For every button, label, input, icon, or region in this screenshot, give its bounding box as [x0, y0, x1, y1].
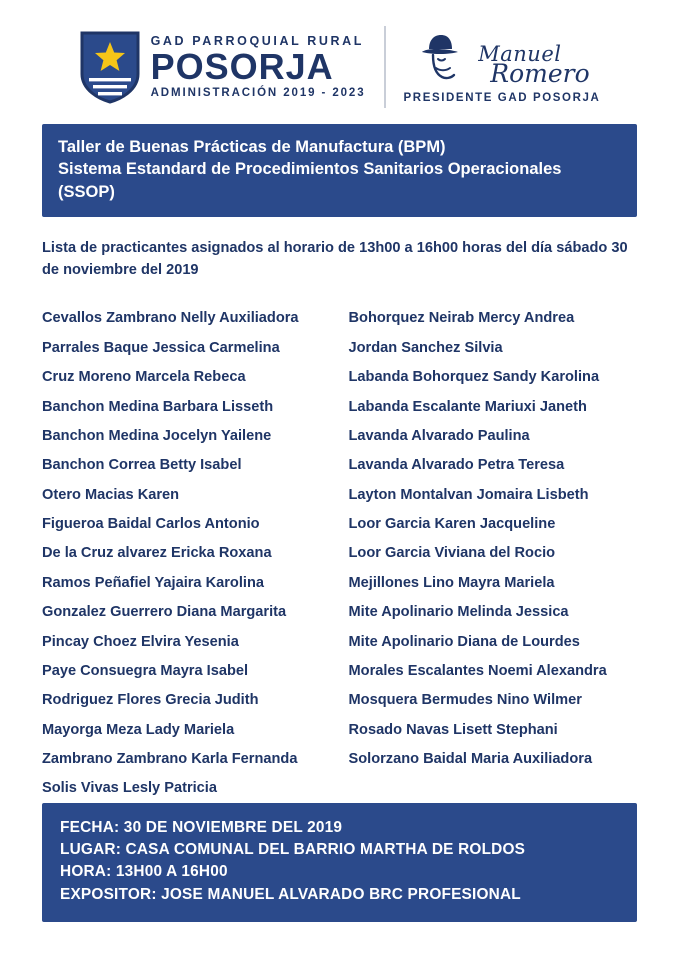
- gad-logo: [79, 30, 366, 104]
- list-item: Cevallos Zambrano Nelly Auxiliadora: [42, 310, 299, 327]
- gad-logo-text: [151, 35, 366, 99]
- shield-star-icon: [79, 30, 141, 104]
- title-banner: [42, 124, 637, 217]
- list-item: Cruz Moreno Marcela Rebeca: [42, 369, 246, 386]
- list-item: Parrales Baque Jessica Carmelina: [42, 339, 280, 356]
- logo-kicker: GAD PARROQUIAL RURAL: [150, 33, 364, 48]
- participants-column-right: [349, 304, 638, 803]
- event-place: LUGAR: CASA COMUNAL DEL BARRIO MARTHA DE ROLDOS: [60, 841, 526, 859]
- participants-list: [42, 304, 637, 803]
- list-item: Jordan Sanchez Silvia: [348, 339, 503, 356]
- logo-sub: ADMINISTRACIÓN 2019 - 2023: [150, 86, 366, 99]
- list-item: Paye Consuegra Mayra Isabel: [42, 662, 249, 679]
- title-line-2: Sistema Estandard de Procedimientos Sanitarios Operacionales (SSOP): [58, 160, 562, 201]
- list-item: Gonzalez Guerrero Diana Margarita: [42, 604, 287, 621]
- list-item: Mosquera Bermudes Nino Wilmer: [348, 692, 582, 709]
- list-item: Loor Garcia Karen Jacqueline: [348, 516, 556, 533]
- list-item: Mite Apolinario Melinda Jessica: [348, 604, 569, 621]
- list-item: Banchon Medina Jocelyn Yailene: [42, 427, 272, 444]
- list-item: Banchon Correa Betty Isabel: [42, 457, 242, 474]
- list-item: Pincay Choez Elvira Yesenia: [42, 633, 239, 650]
- list-item: Bohorquez Neirab Mercy Andrea: [348, 310, 575, 327]
- list-item: Banchon Medina Barbara Lisseth: [42, 398, 274, 415]
- list-item: Layton Montalvan Jomaira Lisbeth: [348, 486, 589, 503]
- list-item: Figueroa Baidal Carlos Antonio: [42, 516, 260, 533]
- list-item: Mayorga Meza Lady Mariela: [42, 721, 235, 738]
- event-time: HORA: 13H00 A 16H00: [60, 863, 228, 881]
- list-item: Zambrano Zambrano Karla Fernanda: [42, 751, 298, 768]
- hat-face-icon: [414, 30, 472, 86]
- logo-main: POSORJA: [150, 46, 334, 88]
- list-item: Ramos Peñafiel Yajaira Karolina: [42, 574, 264, 591]
- list-item: Morales Escalantes Noemi Alexandra: [348, 662, 607, 679]
- title-line-1: Taller de Buenas Prácticas de Manufactura (BPM): [58, 138, 446, 156]
- list-item: Mite Apolinario Diana de Lourdes: [348, 633, 580, 650]
- list-item: Labanda Escalante Mariuxi Janeth: [348, 398, 587, 415]
- event-details-banner: [42, 803, 637, 922]
- list-item: Loor Garcia Viviana del Rocio: [348, 545, 556, 562]
- list-item: Rodriguez Flores Grecia Judith: [42, 692, 259, 709]
- president-signature: [404, 30, 601, 104]
- header-divider: [384, 26, 386, 108]
- signature-name: [478, 44, 589, 86]
- signature-last-name: Romero: [490, 59, 590, 88]
- intro-paragraph: Lista de practicantes asignados al horario de 13h00 a 16h00 horas del día sábado 30 de noviembre del 2019: [42, 239, 628, 279]
- list-item: De la Cruz alvarez Ericka Roxana: [42, 545, 272, 562]
- list-item: Otero Macias Karen: [42, 486, 180, 503]
- signature-first-name: Manuel: [478, 42, 562, 66]
- list-item: Rosado Navas Lisett Stephani: [348, 721, 558, 738]
- event-date: FECHA: 30 DE NOVIEMBRE DEL 2019: [60, 818, 343, 836]
- signature-caption: PRESIDENTE GAD POSORJA: [403, 92, 601, 104]
- signature-row: [414, 30, 589, 86]
- header: [0, 0, 679, 118]
- list-item: Labanda Bohorquez Sandy Karolina: [348, 369, 600, 386]
- list-item: Lavanda Alvarado Petra Teresa: [348, 457, 565, 474]
- participants-column-left: [42, 304, 331, 803]
- list-item: Lavanda Alvarado Paulina: [348, 427, 530, 444]
- list-item: Solorzano Baidal Maria Auxiliadora: [348, 751, 593, 768]
- list-item: Mejillones Lino Mayra Mariela: [348, 574, 555, 591]
- list-item: Solis Vivas Lesly Patricia: [42, 780, 217, 797]
- event-speaker: EXPOSITOR: JOSE MANUEL ALVARADO BRC PROFESIONAL: [60, 885, 521, 903]
